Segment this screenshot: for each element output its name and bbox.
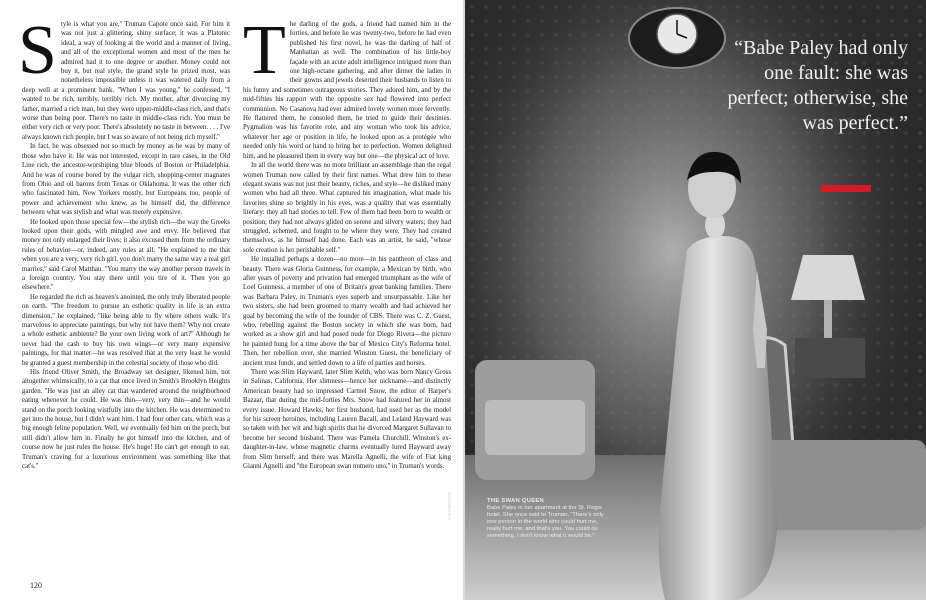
article-column-2 xyxy=(243,12,451,590)
paragraph: He looked upon those special few—the stylish rich—the way the Greeks looked upon their gods, with mingled awe and envy. He believed that money not only enlarged their lives; it also excused them from the ordinary rules of behavior—or, indeed, any rules at all. ''He explained to me that when you are a very, very rich girl, you don't marry the same way a real girl marries,'' said Carol Matthau. ''You marry the way another person travels in a foreign country. You stay there until you tire of it. Then you go elsewhere.'' xyxy=(22,218,230,292)
paragraph-text: tyle is what you are,'' Truman Capote once said. For him it was not just a glittering, shiny surface; it was a Platonic ideal, a way of looking at the world and a manner of living, and all of the exceptional women and most of the men he admired had it to one degree or another. Money could not buy it, but real style, the grand style he prized most, was nonetheless impossible unless it was watered daily from a deep well at a prominent bank. ''When I was young,'' he confessed, ''I wanted to be rich, terribly, terribly rich. My mother, after divorcing my father, married a rich man, but they were upper-middle-class rich, and that's worse than being poor. There's no taste in middle-class rich. You must be either very rich or very poor. There's absolutely no taste in between. . . . I've always known rich people, but I was so aware of not being rich myself.'' xyxy=(22,21,230,141)
dropcap-s: S xyxy=(18,12,57,89)
paragraph: He installed perhaps a dozen—no more—in his pantheon of class and beauty. There was Gloria Guinness, for example, a Mexican by birth, who after years of poverty and privation had emerged triumphant as the wife of Loel Guinness, a member of one of Britain's great banking families. There was Barbara Paley, in Truman's eyes superb and unsurpassable. Like her two sisters, she had been groomed to marry wealth and had achieved her goal by becoming the wife of the founder of CBS. There was C. Z. Guest, who, rebelling against the Boston society in which she was born, had worked as a show girl and had posed nude for Diego Rivera—the picture he painted hung for a time above the bar of Mexico City's Reforma hotel. Then, her rebellion over, she married Winston Guest, the beneficiary of ancient trust funds, and settled down to a life of parties and horses. xyxy=(243,256,451,367)
paragraph: He regarded the rich as heaven's anointed, the only truly liberated people on earth. ''The freedom to pursue an esthetic quality in life is an extra dimension,'' he explained, ''like being able to fly where others walk. It's marvelous to appreciate paintings, but why not have them? Why not create a whole esthetic ambiente? Be your own living work of art?'' Although he never had the cash to buy his own wings—or very many expensive paintings, for that matter—he was resolved that at the very least he would be granted a guest membership in the celestial society of those who did. xyxy=(22,293,230,367)
photo-caption xyxy=(487,498,612,540)
paragraph xyxy=(18,12,230,142)
sofa xyxy=(755,440,926,530)
paragraph: In all the world there was no more brilliant an assemblage than the regal women Truman now called by their first names. What drew him to these elegant swans was not just their beauty, riches, and style—he disliked many women who had all three. What captured his imagination, what made his favorites shine so brightly in his eyes, was a quality that was essentially literary: they all had stories to tell. Few of them had been born to wealth or position; they had not always glided on serene and silvery waters; they had struggled, schemed, and fought to be where they were. They had created themselves, as he himself had done. Each was an artist, he said, ''whose sole creation is her perishable self.'' xyxy=(243,162,451,254)
page-number: 120 xyxy=(30,581,42,590)
paragraph: His friend Oliver Smith, the Broadway set designer, likened him, not altogether whimsically, to a cat that once lived in Smith's Brooklyn Heights garden. ''He was just an alley cat that wandered around the neighborhood eating whenever he could. He was thin—very, very thin—and he would stand on the porch looking wistfully into the kitchen. He was determined to get into the house, but I didn't want him. I had four other cats, which was a big enough feline population. Well, we eventually fed him on the porch, but still didn't allow him in. Finally he got himself into the kitchen, and of course now he just rules the house. He's huge! He can't get enough to eat. Truman's craving for a luxurious environment was something like that cat's.'' xyxy=(22,369,230,471)
right-page-photo xyxy=(465,0,926,600)
wall-clock xyxy=(629,8,725,68)
quote-accent-rule xyxy=(821,185,871,192)
armchair xyxy=(475,360,595,480)
photo-credit: SNOWDON xyxy=(447,491,452,520)
article-column-1 xyxy=(18,12,230,590)
paragraph-text: he darling of the gods, a friend had named him in the forties, and before he was twenty-two, before he had even published his first novel, he was the darling of half of Manhattan as well. The combination of his little-boy façade with an acute adult intelligence intrigued more than one high-octane gathering, and after dinner the ladies in their gowns and jewels deserted their husbands to listen to his funny and sometimes outrageous stories. They adored him, and by the mid-fifties his rapport with the opposite sex had flowered into perfect communion. No Casanova had ever admired lovely women more fervently. He flattered them, he consoled them, he tried to guide their destinies. Pygmalion was his favorite role, and any woman who took his advice, whatever her age or position in life, he looked upon as a protégée who needed only his word or hand to bring her to perfection. Women delighted him, and he pleasured them in every way but one—the physical act of love. xyxy=(243,21,451,160)
caption-heading: THE SWAN QUEEN xyxy=(487,498,545,504)
paragraph: In fact, he was obsessed not so much by money as he was by many of those who have it. He was not interested, except in rare cases, in the Old Line rich, the ancestor-worshiping blue bloods of Boston or Philadelphia. And he was of course bored by the vulgar rich, shopping-center magnates from Ohio and oil barons from Texas or Oklahoma. It was the other rich who fascinated him, New Yorkers mostly, but Europeans too, people of power and achievement who knew, as he himself did, the difference between what was stylish and what was merely expensive. xyxy=(22,143,230,217)
caption-body: Babe Paley in her apartment at the St. Regis hotel. She once said to Truman, “There's only one person in the world who could hurt me, really hurt me, and that's you. You could do something, I don't know what it would be.” xyxy=(487,505,604,539)
paragraph: There was Slim Hayward, later Slim Keith, who was born Nancy Gross in Salinas, California. Her slimness—hence her nickname—and distinctly American beauty had so impressed Carmel Snow, the editor of Harper's Bazaar, that during the mid-forties Mrs. Snow had featured her in almost every issue. Howard Hawks, her first husband, had used her as the model for his screen heroines, including Lauren Bacall, and Leland Hayward was so taken with her wit and high spirits that he divorced Margaret Sullavan to become her second husband. There was Pamela Churchill, Winston's ex-daughter-in-law, whose magnetic charms eventually lured Hayward away from Slim herself; and there was Marella Agnelli, the wife of Fiat king Gianni Agnelli and ''the European swan numero uno,'' in Truman's words. xyxy=(243,369,451,471)
dropcap-t: T xyxy=(243,12,286,89)
paragraph xyxy=(243,12,451,161)
pull-quote: “Babe Paley had only one fault: she was perfect; otherwise, she was perfect.” xyxy=(727,37,908,134)
